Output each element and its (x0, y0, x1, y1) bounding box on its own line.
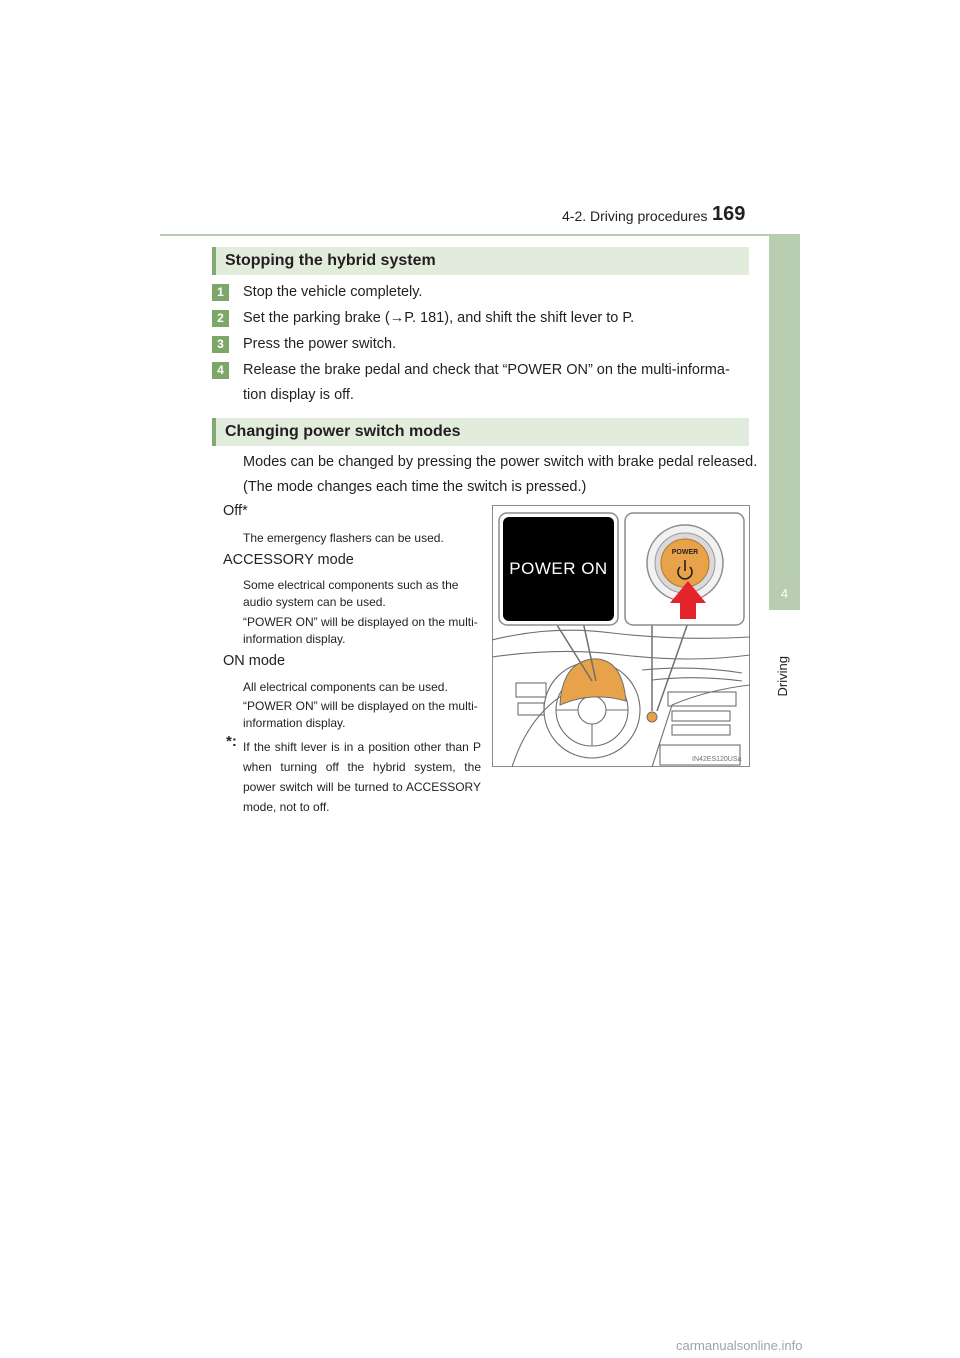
mode-heading-off: Off* (223, 503, 248, 519)
figure-code: IN42ES120USa (692, 756, 742, 763)
mode-note-accessory-2: “POWER ON” will be displayed on the multi-information display. (243, 615, 478, 646)
dashboard-illustration (492, 505, 750, 767)
power-button-label: POWER (671, 549, 699, 556)
modes-intro-line2: (The mode changes each time the switch is pressed.) (243, 479, 587, 495)
step-number-4: 4 (212, 362, 229, 379)
step-text-4: Release the brake pedal and check that “POWER ON” on the multi-informa- (243, 362, 730, 378)
mode-note-on-2: “POWER ON” will be displayed on the multi-information display. (243, 699, 478, 730)
modes-intro-line1: Modes can be changed by pressing the power switch with brake pedal released. (243, 454, 758, 470)
section-title-text: Stopping the hybrid system (225, 252, 436, 269)
display-power-on-text: POWER ON (509, 559, 608, 578)
step-number-2: 2 (212, 310, 229, 327)
step-text-2: Set the parking brake (→P. 181), and shift the shift lever to P. (243, 310, 635, 326)
mode-note-off: The emergency flashers can be used. (243, 531, 444, 545)
mode-note-on-1: All electrical components can be used. (243, 680, 448, 694)
mode-note-accessory-1: Some electrical components such as the audio system can be used. (243, 578, 459, 609)
step-number-3: 3 (212, 336, 229, 353)
step-text-1: Stop the vehicle completely. (243, 284, 423, 300)
mode-heading-on: ON mode (223, 653, 286, 669)
step-text-4-cont: tion display is off. (243, 387, 354, 403)
running-header: 4-2. Driving procedures (562, 208, 708, 224)
watermark: carmanualsonline.info (676, 1338, 803, 1353)
mode-heading-accessory: ACCESSORY mode (223, 552, 354, 568)
chapter-number: 4 (780, 586, 789, 601)
footnote-mark: *: (226, 733, 237, 750)
section-title-text: Changing power switch modes (225, 423, 461, 440)
chapter-tab (769, 236, 800, 610)
section-title-stopping (212, 247, 749, 275)
section-title-modes (212, 418, 749, 446)
step-text-3: Press the power switch. (243, 336, 397, 352)
step-number-1: 1 (212, 284, 229, 301)
footnote-text: If the shift lever is in a position other than P when turning off the hybrid system, the power switch will be turned to ACCESSORY mode, not to off. (243, 740, 481, 814)
page-number: 169 (712, 203, 746, 225)
header-rule (160, 234, 800, 236)
chapter-label: Driving (775, 656, 790, 697)
